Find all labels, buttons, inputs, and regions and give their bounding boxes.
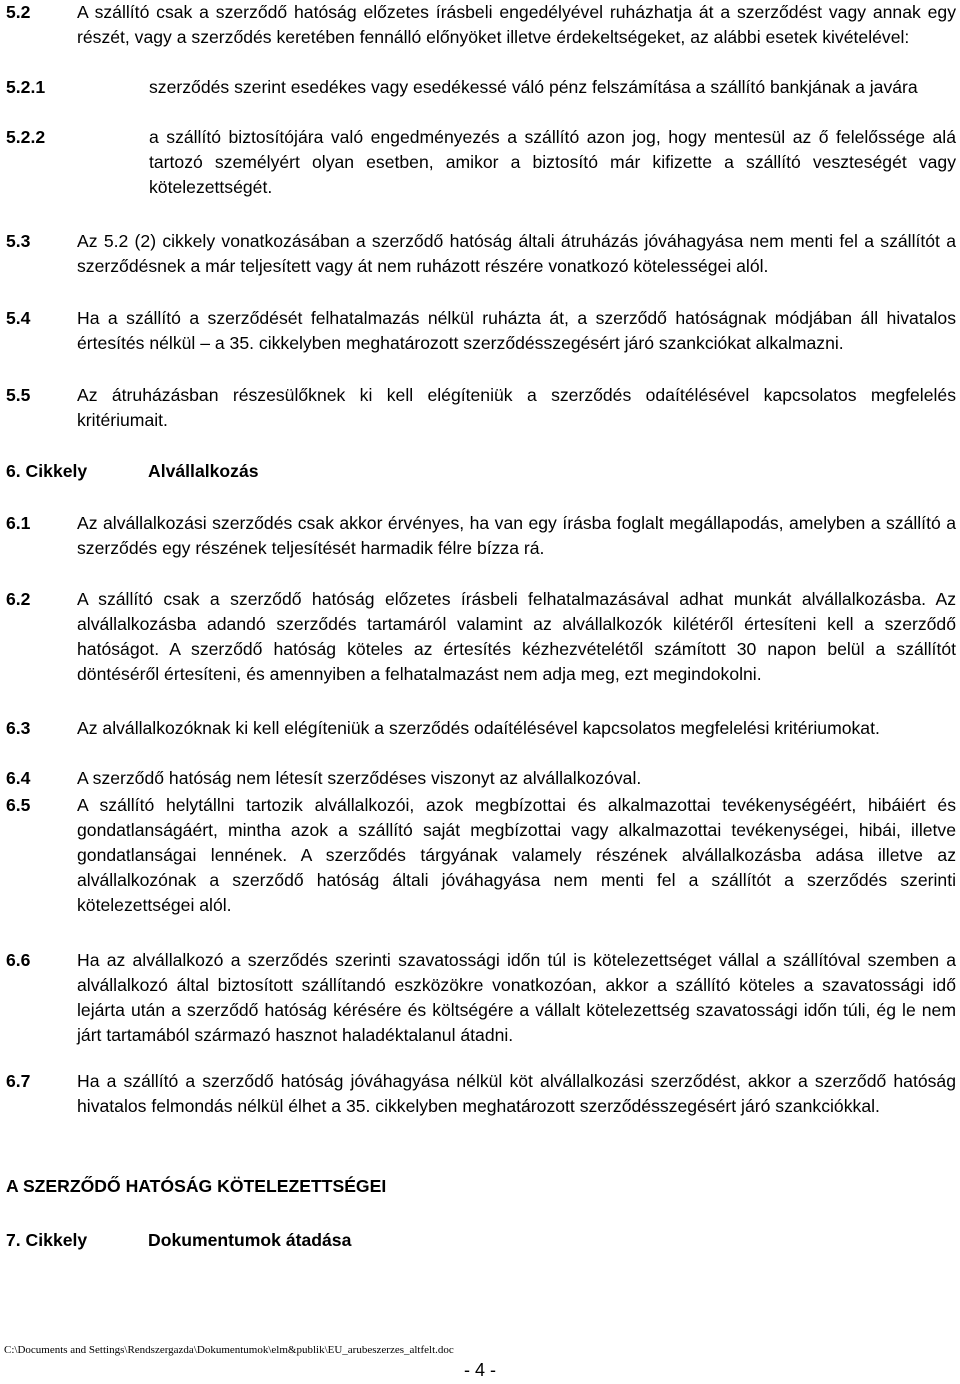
clause-5-4 (6, 306, 956, 356)
clause-text: A szerződő hatóság nem létesít szerződéses viszonyt az alvállalkozóval. (77, 768, 642, 788)
clause-text: Az alvállalkozási szerződés csak akkor érvényes, ha van egy írásba foglalt megállapodás, amelyben a szállító a szerződés egy részének teljesítését harmadik félre bízza rá. (77, 513, 956, 558)
clause-number: 5.5 (6, 385, 31, 405)
clause-6-4 (6, 766, 956, 791)
page-number: - 4 - (463, 1360, 496, 1380)
clause-text: Az alvállalkozóknak ki kell elégíteniük a szerződés odaítélésével kapcsolatos megfelelési kritériumokat. (77, 718, 880, 738)
clause-number: 6.3 (6, 718, 31, 738)
clause-number: 6.1 (6, 513, 31, 533)
clause-text: Az átruházásban részesülőknek ki kell elégíteniük a szerződés odaítélésével kapcsolatos megfelelés kritériumait. (77, 385, 956, 430)
clause-text: A szállító helytállni tartozik alvállalkozói, azok megbízottai és alkalmazottai tevékenységéért, hibáiért és gondatlanságáért, mintha azok a szállító saját megbízottai vagy alkalmazottai tevékenységei, hibái, illetve gondatlanságai lennének. A szerződés tárgyának valamely részének alvállalkozásba adása illetve az alvállalkozónak a szerződő hatóság általi jóváhagyása nem menti fel a szállítót a szerződés szerinti kötelezettségei alól. (77, 795, 956, 915)
clause-number: 5.3 (6, 231, 31, 251)
clause-5-2 (6, 0, 956, 50)
clause-6-3 (6, 716, 956, 741)
clause-number: 5.4 (6, 308, 31, 328)
clause-6-6 (6, 948, 956, 1048)
article-number: 7. Cikkely (6, 1230, 88, 1250)
clause-number: 5.2.1 (6, 77, 46, 97)
clause-6-5 (6, 793, 956, 918)
clause-5-2-2 (6, 125, 956, 200)
clause-6-2 (6, 587, 956, 687)
clause-text: A szállító csak a szerződő hatóság előzetes írásbeli felhatalmazásával adhat munkát alvállalkozásba. Az alvállalkozásba adandó szerződés tartamáról valamint az alvállalkozók kilétéről értesíteni kell a szerződő hatóságot. A szerződő hatóság köteles az értesítés kézhezvételétől számított 30 napon belül a szállítót döntéséről értesíteni, és amennyiben a felhatalmazást nem adja meg, ezt megindokolni. (77, 589, 956, 684)
clause-number: 6.2 (6, 589, 31, 609)
article-title: Dokumentumok átadása (148, 1230, 352, 1250)
clause-number: 6.7 (6, 1071, 31, 1091)
clause-number: 6.4 (6, 768, 31, 788)
article-7-heading (6, 1228, 352, 1253)
section-title: A SZERZŐDŐ HATÓSÁG KÖTELEZETTSÉGEI (6, 1176, 387, 1196)
footer-file-path: C:\Documents and Settings\Rendszergazda\Dokumentumok\elm&publik\EU_arubeszerzes_altfelt.doc (4, 1344, 454, 1356)
clause-text: Ha a szállító a szerződő hatóság jóváhagyása nélkül köt alvállalkozási szerződést, akkor a szerződő hatóság hivatalos felmondás nélkül élhet a 35. cikkelyben meghatározott szerződésszegésért járó szankciókkal. (77, 1071, 956, 1116)
clause-6-1 (6, 511, 956, 561)
clause-text: Ha a szállító a szerződését felhatalmazás nélkül ruházta át, a szerződő hatóságnak módjában áll hivatalos értesítés nélkül – a 35. cikkelyben meghatározott szerződésszegésért járó szankciókat alkalmazni. (77, 308, 956, 353)
clause-number: 5.2.2 (6, 127, 46, 147)
clause-5-2-1 (6, 75, 956, 100)
clause-text: a szállító biztosítójára való engedményezés a szállító azon jog, hogy mentesül az ő felelőssége alá tartozó személyért olyan esetben, amikor a biztosító már kifizette a szállító veszteségét vagy kötelezettségét. (149, 127, 956, 197)
clause-6-7 (6, 1069, 956, 1119)
clause-text: A szállító csak a szerződő hatóság előzetes írásbeli engedélyével ruházhatja át a szerződést vagy annak egy részét, vagy a szerződés keretében fennálló előnyöket illetve érdekeltségeket, az alábbi esetek kivételével: (77, 2, 956, 47)
clause-text: szerződés szerint esedékes vagy esedékessé váló pénz felszámítása a szállító bankjának a javára (149, 77, 918, 97)
article-title: Alvállalkozás (148, 461, 259, 481)
clause-text: Ha az alvállalkozó a szerződés szerinti szavatossági időn túl is kötelezettséget vállal a szállítóval szemben a alvállalkozó által biztosított szállítandó eszközökre vonatkozóan, akkor a szállító köteles a szavatossági idő lejárta után a szerződő hatóság kérésére és költségére a vállalt kötelezettség szavatossági időn túli, ég le nem járt tartamából származó hasznot haladéktalanul átadni. (77, 950, 956, 1045)
article-number: 6. Cikkely (6, 461, 88, 481)
clause-number: 6.5 (6, 795, 31, 815)
clause-5-3 (6, 229, 956, 279)
clause-text: Az 5.2 (2) cikkely vonatkozásában a szerződő hatóság általi átruházás jóváhagyása nem menti fel a szállítót a szerződésnek a már teljesített vagy át nem ruházott részére vonatkozó kötelességei alól. (77, 231, 956, 276)
article-6-heading (6, 459, 259, 484)
clause-number: 6.6 (6, 950, 31, 970)
clause-5-5 (6, 383, 956, 433)
clause-number: 5.2 (6, 2, 31, 22)
